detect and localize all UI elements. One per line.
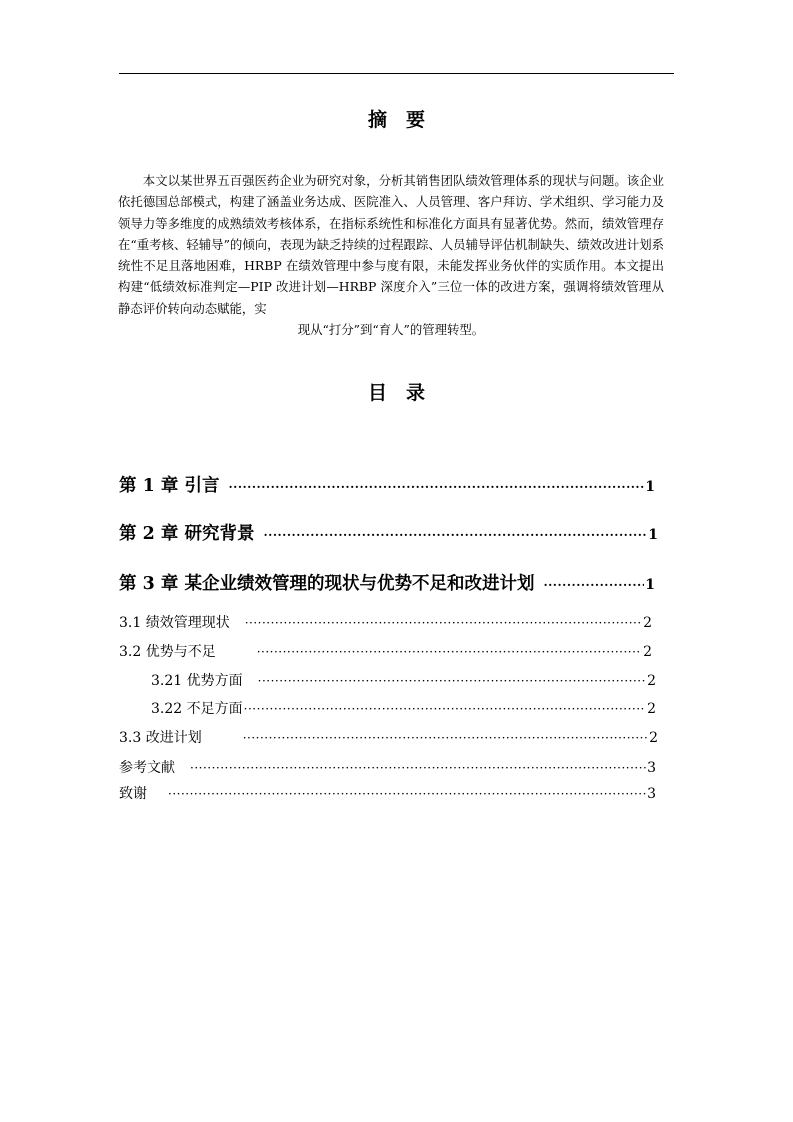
- toc-leader-dots: [245, 616, 642, 630]
- toc-leader-dots: [263, 528, 647, 542]
- toc-page-number: 1: [648, 527, 658, 543]
- toc-leader-dots: [243, 731, 648, 745]
- toc-entry-label: 3.1 绩效管理现状: [119, 615, 230, 631]
- toc-page-number: 1: [645, 577, 655, 593]
- toc-leader-dots: [244, 702, 646, 716]
- abstract-heading: 摘 要: [367, 109, 425, 131]
- toc-page-number: 2: [643, 615, 652, 631]
- header-rule: [119, 73, 674, 74]
- toc-heading: 目 录: [367, 382, 425, 404]
- toc-leader-dots: [258, 674, 646, 688]
- toc-entry-label: 第 2 章 研究背景: [119, 524, 255, 544]
- toc-page-number: 2: [647, 673, 656, 689]
- toc-entry-references[interactable]: [119, 757, 656, 777]
- abstract-last-line: 现从“打分”到“育人”的管理转型。: [297, 322, 485, 338]
- toc-leader-dots: [257, 645, 642, 659]
- toc-entry-section-3-21[interactable]: [151, 670, 656, 690]
- abstract-body: 本文以某世界五百强医药企业为研究对象，分析其销售团队绩效管理体系的现状与问题。该企业依托德国总部模式，构建了涵盖业务达成、医院准入、人员管理、客户拜访、学术组织、学习能力及领导力等多维度的成熟绩效考核体系，在指标系统性和标准化方面具有显著优势。然而，绩效管理存在“重考核、轻辅导”的倾向，表现为缺乏持续的过程跟踪、人员辅导评估机制缺失、绩效改进计划系统性不足且落地困难，HRBP 在绩效管理中参与度有限，未能发挥业务伙伴的实质作用。本文提出构建“低绩效标准判定—PIP 改进计划—HRBP 深度介入”三位一体的改进方案，强调将绩效管理从静态评价转向动态赋能，实: [118, 173, 664, 316]
- toc-entry-label: 参考文献: [119, 760, 175, 776]
- toc-entry-section-3-3[interactable]: [119, 727, 658, 747]
- toc-page-number: 1: [645, 479, 655, 495]
- toc-entry-acknowledgements[interactable]: [119, 783, 656, 803]
- toc-entry-chapter-2[interactable]: [119, 520, 658, 545]
- toc-leader-dots: [168, 787, 646, 801]
- toc-leader-dots: [228, 480, 644, 494]
- toc-entry-label: 3.3 改进计划: [119, 730, 202, 746]
- toc-entry-chapter-1[interactable]: [119, 472, 655, 497]
- toc-entry-label: 3.22 不足方面: [151, 701, 243, 717]
- toc-entry-label: 致谢: [119, 786, 147, 802]
- toc-page-number: 2: [649, 730, 658, 746]
- toc-entry-chapter-3[interactable]: [119, 570, 655, 595]
- toc-leader-dots: [190, 761, 646, 775]
- toc-page-number: 2: [647, 701, 656, 717]
- toc-page-number: 3: [647, 786, 656, 802]
- toc-entry-label: 3.21 优势方面: [151, 673, 243, 689]
- toc-page-number: 3: [647, 760, 656, 776]
- abstract-text: [118, 170, 664, 340]
- toc-entry-section-3-1[interactable]: [119, 612, 652, 632]
- toc-entry-section-3-2[interactable]: [119, 641, 652, 661]
- toc-entry-label: 第 1 章 引言: [119, 476, 220, 496]
- toc-leader-dots: [543, 578, 644, 592]
- toc-page-number: 2: [643, 644, 652, 660]
- toc-entry-label: 第 3 章 某企业绩效管理的现状与优势不足和改进计划: [119, 574, 535, 594]
- toc-entry-label: 3.2 优势与不足: [119, 644, 216, 660]
- toc-entry-section-3-22[interactable]: [151, 698, 656, 718]
